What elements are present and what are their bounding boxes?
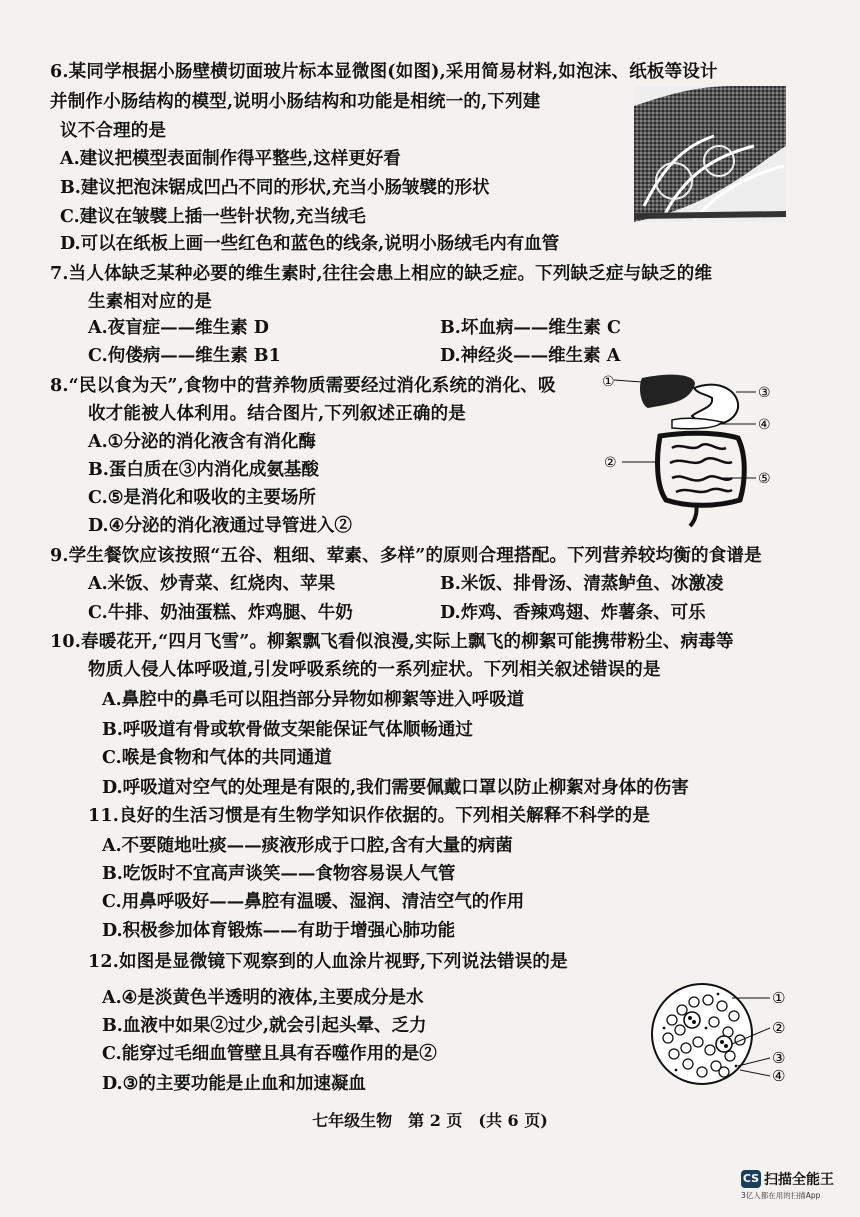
q12-stem: 12.如图是显微镜下观察到的人血涂片视野,下列说法错误的是 — [88, 952, 568, 972]
q10-stem-line2: 物质人侵人体呼吸道,引发呼吸系统的一系列症状。下列相关叙述错误的是 — [88, 660, 661, 680]
q11-option-b: B.吃饭时不宜高声谈笑——食物容易误人气管 — [102, 864, 456, 884]
q12-option-c: C.能穿过毛细血管壁且具有吞噬作用的是② — [102, 1044, 437, 1064]
q8-option-d: D.④分泌的消化液通过导管进入② — [88, 516, 352, 536]
q8-stem-line2: 收才能被人体利用。结合图片,下列叙述正确的是 — [88, 404, 466, 424]
q8-option-a: A.①分泌的消化液含有消化酶 — [88, 432, 316, 452]
q6-stem-line2: 并制作小肠结构的模型,说明小肠结构和功能是相统一的,下列建 — [50, 92, 541, 112]
q7-option-b: B.坏血病——维生素 C — [440, 318, 621, 338]
cs-logo-icon: CS — [741, 1170, 761, 1188]
q9-option-d: D.炸鸡、香辣鸡翅、炸薯条、可乐 — [440, 603, 706, 623]
q9-option-b: B.米饭、排骨汤、清蒸鲈鱼、冰激凌 — [440, 574, 724, 594]
q8-stem-line1: 8.“民以食为天”,食物中的营养物质需要经过消化系统的消化、吸 — [50, 376, 556, 396]
q7-stem-line2: 生素相对应的是 — [88, 292, 212, 312]
q8-label-5: ⑤ — [758, 471, 771, 487]
blood-smear-diagram — [650, 982, 800, 1086]
q6-option-a: A.建议把模型表面制作得平整些,这样更好看 — [60, 149, 401, 169]
q12-label-4: ④ — [772, 1067, 786, 1085]
q6-option-c: C.建议在皱襞上插一些针状物,充当绒毛 — [60, 207, 366, 227]
q8-label-3: ③ — [758, 385, 771, 401]
q12-option-a: A.④是淡黄色半透明的液体,主要成分是水 — [102, 988, 424, 1008]
scanner-tagline: 3亿人都在用的扫描App — [741, 1191, 821, 1200]
scanner-watermark — [741, 1168, 834, 1200]
q8-label-2: ② — [604, 455, 617, 471]
q9-option-a: A.米饭、炒青菜、红烧肉、苹果 — [88, 574, 336, 594]
q12-label-1: ① — [772, 989, 786, 1007]
q12-label-3: ③ — [772, 1049, 786, 1067]
q12-option-b: B.血液中如果②过少,就会引起头晕、乏力 — [102, 1016, 427, 1036]
q8-option-b: B.蛋白质在③内消化成氨基酸 — [88, 460, 319, 480]
intestine-micrograph — [634, 86, 786, 222]
q6-option-b: B.建议把泡沫锯成凹凸不同的形状,充当小肠皱襞的形状 — [60, 178, 490, 198]
q7-option-c: C.佝偻病——维生素 B1 — [88, 346, 281, 366]
q11-option-d: D.积极参加体育锻炼——有助于增强心肺功能 — [102, 921, 456, 941]
q8-label-1: ① — [602, 374, 615, 390]
q7-stem-line1: 7.当人体缺乏某种必要的维生素时,往往会患上相应的缺乏症。下列缺乏症与缺乏的维 — [50, 264, 713, 284]
q12-label-2: ② — [772, 1019, 786, 1037]
q10-option-c: C.喉是食物和气体的共同通道 — [102, 748, 332, 768]
q10-option-b: B.呼吸道有骨或软骨做支架能保证气体顺畅通过 — [102, 720, 473, 740]
q10-stem-line1: 10.春暖花开,“四月飞雪”。柳絮飘飞看似浪漫,实际上飘飞的柳絮可能携带粉尘、病毒等 — [50, 632, 734, 652]
q10-option-d: D.呼吸道对空气的处理是有限的,我们需要佩戴口罩以防止柳絮对身体的伤害 — [102, 778, 689, 798]
q9-option-c: C.牛排、奶油蛋糕、炸鸡腿、牛奶 — [88, 603, 353, 623]
q6-stem-line3: 议不合理的是 — [60, 121, 167, 141]
q7-option-a: A.夜盲症——维生素 D — [88, 318, 269, 338]
q8-option-c: C.⑤是消化和吸收的主要场所 — [88, 488, 316, 508]
q8-label-4: ④ — [758, 417, 771, 433]
q10-option-a: A.鼻腔中的鼻毛可以阻挡部分异物如柳絮等进入呼吸道 — [102, 690, 525, 710]
q7-option-d: D.神经炎——维生素 A — [440, 346, 621, 366]
q11-option-a: A.不要随地吐痰——痰液形成于口腔,含有大量的病菌 — [102, 836, 513, 856]
digestive-system-diagram — [600, 368, 786, 528]
q11-stem: 11.良好的生活习惯是有生物学知识作依据的。下列相关解释不科学的是 — [88, 806, 651, 826]
q9-stem: 9.学生餐饮应该按照“五谷、粗细、荤素、多样”的原则合理搭配。下列营养较均衡的食谱是 — [50, 546, 762, 566]
q12-option-d: D.③的主要功能是止血和加速凝血 — [102, 1074, 366, 1094]
q11-option-c: C.用鼻呼吸好——鼻腔有温暖、湿润、清洁空气的作用 — [102, 892, 525, 912]
scanner-app-name: 扫描全能王 — [764, 1171, 834, 1188]
q6-stem-line1: 6.某同学根据小肠壁横切面玻片标本显微图(如图),采用简易材料,如泡沫、纸板等设计 — [50, 62, 718, 82]
q6-option-d: D.可以在纸板上画一些红色和蓝色的线条,说明小肠绒毛内有血管 — [60, 234, 560, 254]
page-footer: 七年级生物 第 2 页 (共 6 页) — [312, 1111, 548, 1130]
